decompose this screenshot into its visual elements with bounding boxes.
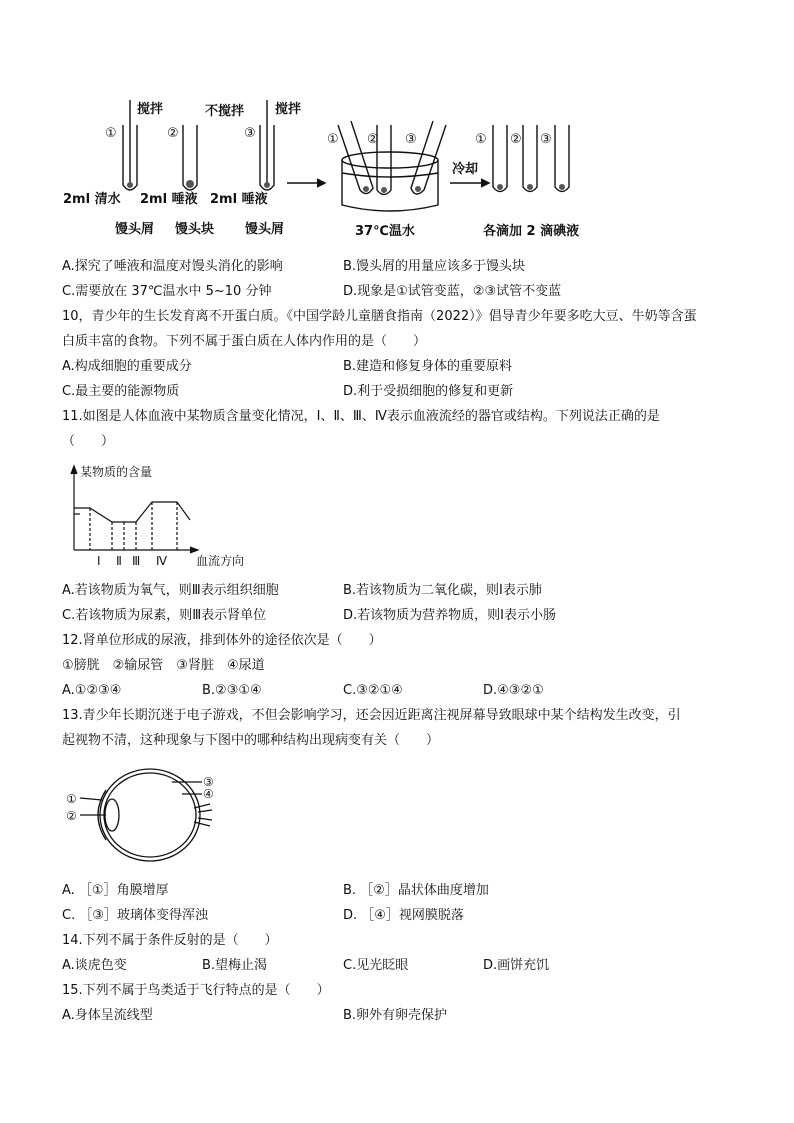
eyeball-diagram (62, 760, 222, 870)
q15-option-b: B.卵外有卵壳保护 (343, 1008, 448, 1023)
q10-option-b: B.建造和修复身体的重要原料 (343, 359, 513, 374)
eye-label-3: ③ (203, 775, 214, 789)
q13-stem-line1: 13.青少年长期沉迷于电子游戏，不但会影响学习，还会因近距离注视屏幕导致眼球中某个结构发生改变，引 (62, 708, 681, 723)
q14-option-b: B.望梅止渴 (202, 958, 268, 973)
q11-option-c: C.若该物质为尿素，则Ⅲ表示肾单位 (62, 608, 267, 623)
q11-option-b: B.若该物质为二氧化碳，则Ⅰ表示肺 (343, 583, 542, 598)
q10-option-a: A.构成细胞的重要成分 (62, 359, 192, 374)
liquid-2-label: 2ml 唾液 (140, 192, 198, 207)
q12-option-b: B.②③①④ (202, 683, 262, 698)
liquid-1-label: 2ml 清水 (63, 192, 121, 207)
graph-tick-4: Ⅳ (156, 554, 168, 568)
q9-option-d: D.现象是①试管变蓝，②③试管不变蓝 (343, 284, 562, 299)
eye-label-2: ② (66, 809, 77, 823)
q12-stem: 12.肾单位形成的尿液，排到体外的途径依次是（ ） (62, 633, 382, 648)
warm-water-label: 37℃温水 (355, 224, 415, 239)
final-tube-1-label: ① (475, 132, 487, 147)
q14-stem: 14.下列不属于条件反射的是（ ） (62, 933, 278, 948)
q11-option-a: A.若该物质为氧气，则Ⅲ表示组织细胞 (62, 583, 279, 598)
liquid-3-label: 2ml 唾液 (210, 192, 268, 207)
tube-3-label: ③ (244, 126, 256, 141)
food-2-label: 馒头块 (175, 222, 215, 237)
tube-2-label: ② (167, 126, 179, 141)
q15-option-a: A.身体呈流线型 (62, 1008, 153, 1023)
q11-option-d: D.若该物质为营养物质，则Ⅰ表示小肠 (343, 608, 556, 623)
eye-label-1: ① (66, 792, 77, 806)
graph-tick-3: Ⅲ (132, 554, 141, 568)
q10-option-c: C.最主要的能源物质 (62, 384, 180, 399)
graph-tick-2: Ⅱ (116, 554, 122, 568)
food-3-label: 馒头屑 (245, 222, 285, 237)
graph-xlabel: 血流方向 (196, 554, 245, 568)
graph-ylabel: 某物质的含量 (80, 465, 153, 479)
digestion-experiment-figure (55, 95, 595, 250)
q11-stem-line2: （ ） (62, 434, 115, 449)
food-1-label: 馒头屑 (115, 222, 155, 237)
q14-option-d: D.画饼充饥 (483, 958, 550, 973)
stir-2-label: 不搅拌 (205, 104, 245, 119)
q14-option-a: A.谈虎色变 (62, 958, 127, 973)
beaker-tube-2-label: ② (367, 132, 379, 147)
q12-option-a: A.①②③④ (62, 683, 122, 698)
q11-stem-line1: 11.如图是人体血液中某物质含量变化情况，Ⅰ、Ⅱ、Ⅲ、Ⅳ表示血液流经的器官或结构。下列说法正确的是 (62, 409, 660, 424)
q9-option-a: A.探究了唾液和温度对馒头消化的影响 (62, 259, 283, 274)
iodine-label: 各滴加 2 滴碘液 (483, 224, 580, 239)
stir-3-label: 搅拌 (275, 102, 302, 117)
graph-tick-1: Ⅰ (97, 554, 101, 568)
q12-option-d: D.④③②① (483, 683, 544, 698)
q10-option-d: D.利于受损细胞的修复和更新 (343, 384, 514, 399)
q13-option-c: C. ［③］玻璃体变得浑浊 (62, 908, 208, 923)
q15-stem: 15.下列不属于鸟类适于飞行特点的是（ ） (62, 983, 330, 998)
q13-stem-line2: 起视物不清，这种现象与下图中的哪种结构出现病变有关（ ） (62, 733, 440, 748)
q12-option-c: C.③②①④ (343, 683, 403, 698)
q12-items: ①膀胱 ②输尿管 ③肾脏 ④尿道 (62, 658, 265, 673)
q10-stem-line1: 10，青少年的生长发育离不开蛋白质。《中国学龄儿童膳食指南（2022）》倡导青少年要多吃大豆、牛奶等含蛋 (62, 309, 697, 324)
final-tube-2-label: ② (510, 132, 522, 147)
beaker-tube-3-label: ③ (405, 132, 417, 147)
stir-1-label: 搅拌 (137, 102, 164, 117)
final-tube-3-label: ③ (540, 132, 552, 147)
blood-substance-graph (62, 462, 262, 572)
q9-option-c: C.需要放在 37℃温水中 5~10 分钟 (62, 284, 272, 299)
q14-option-c: C.见光眨眼 (343, 958, 409, 973)
q9-option-b: B.馒头屑的用量应该多于馒头块 (343, 259, 526, 274)
tube-1-label: ① (105, 126, 117, 141)
eye-label-4: ④ (203, 787, 214, 801)
q13-option-b: B. ［②］晶状体曲度增加 (343, 883, 489, 898)
cool-label: 冷却 (452, 162, 479, 177)
q13-option-a: A. ［①］角膜增厚 (62, 883, 169, 898)
q13-option-d: D. ［④］视网膜脱落 (343, 908, 464, 923)
beaker-tube-1-label: ① (327, 132, 339, 147)
q10-stem-line2: 白质丰富的食物。下列不属于蛋白质在人体内作用的是（ ） (62, 334, 427, 349)
